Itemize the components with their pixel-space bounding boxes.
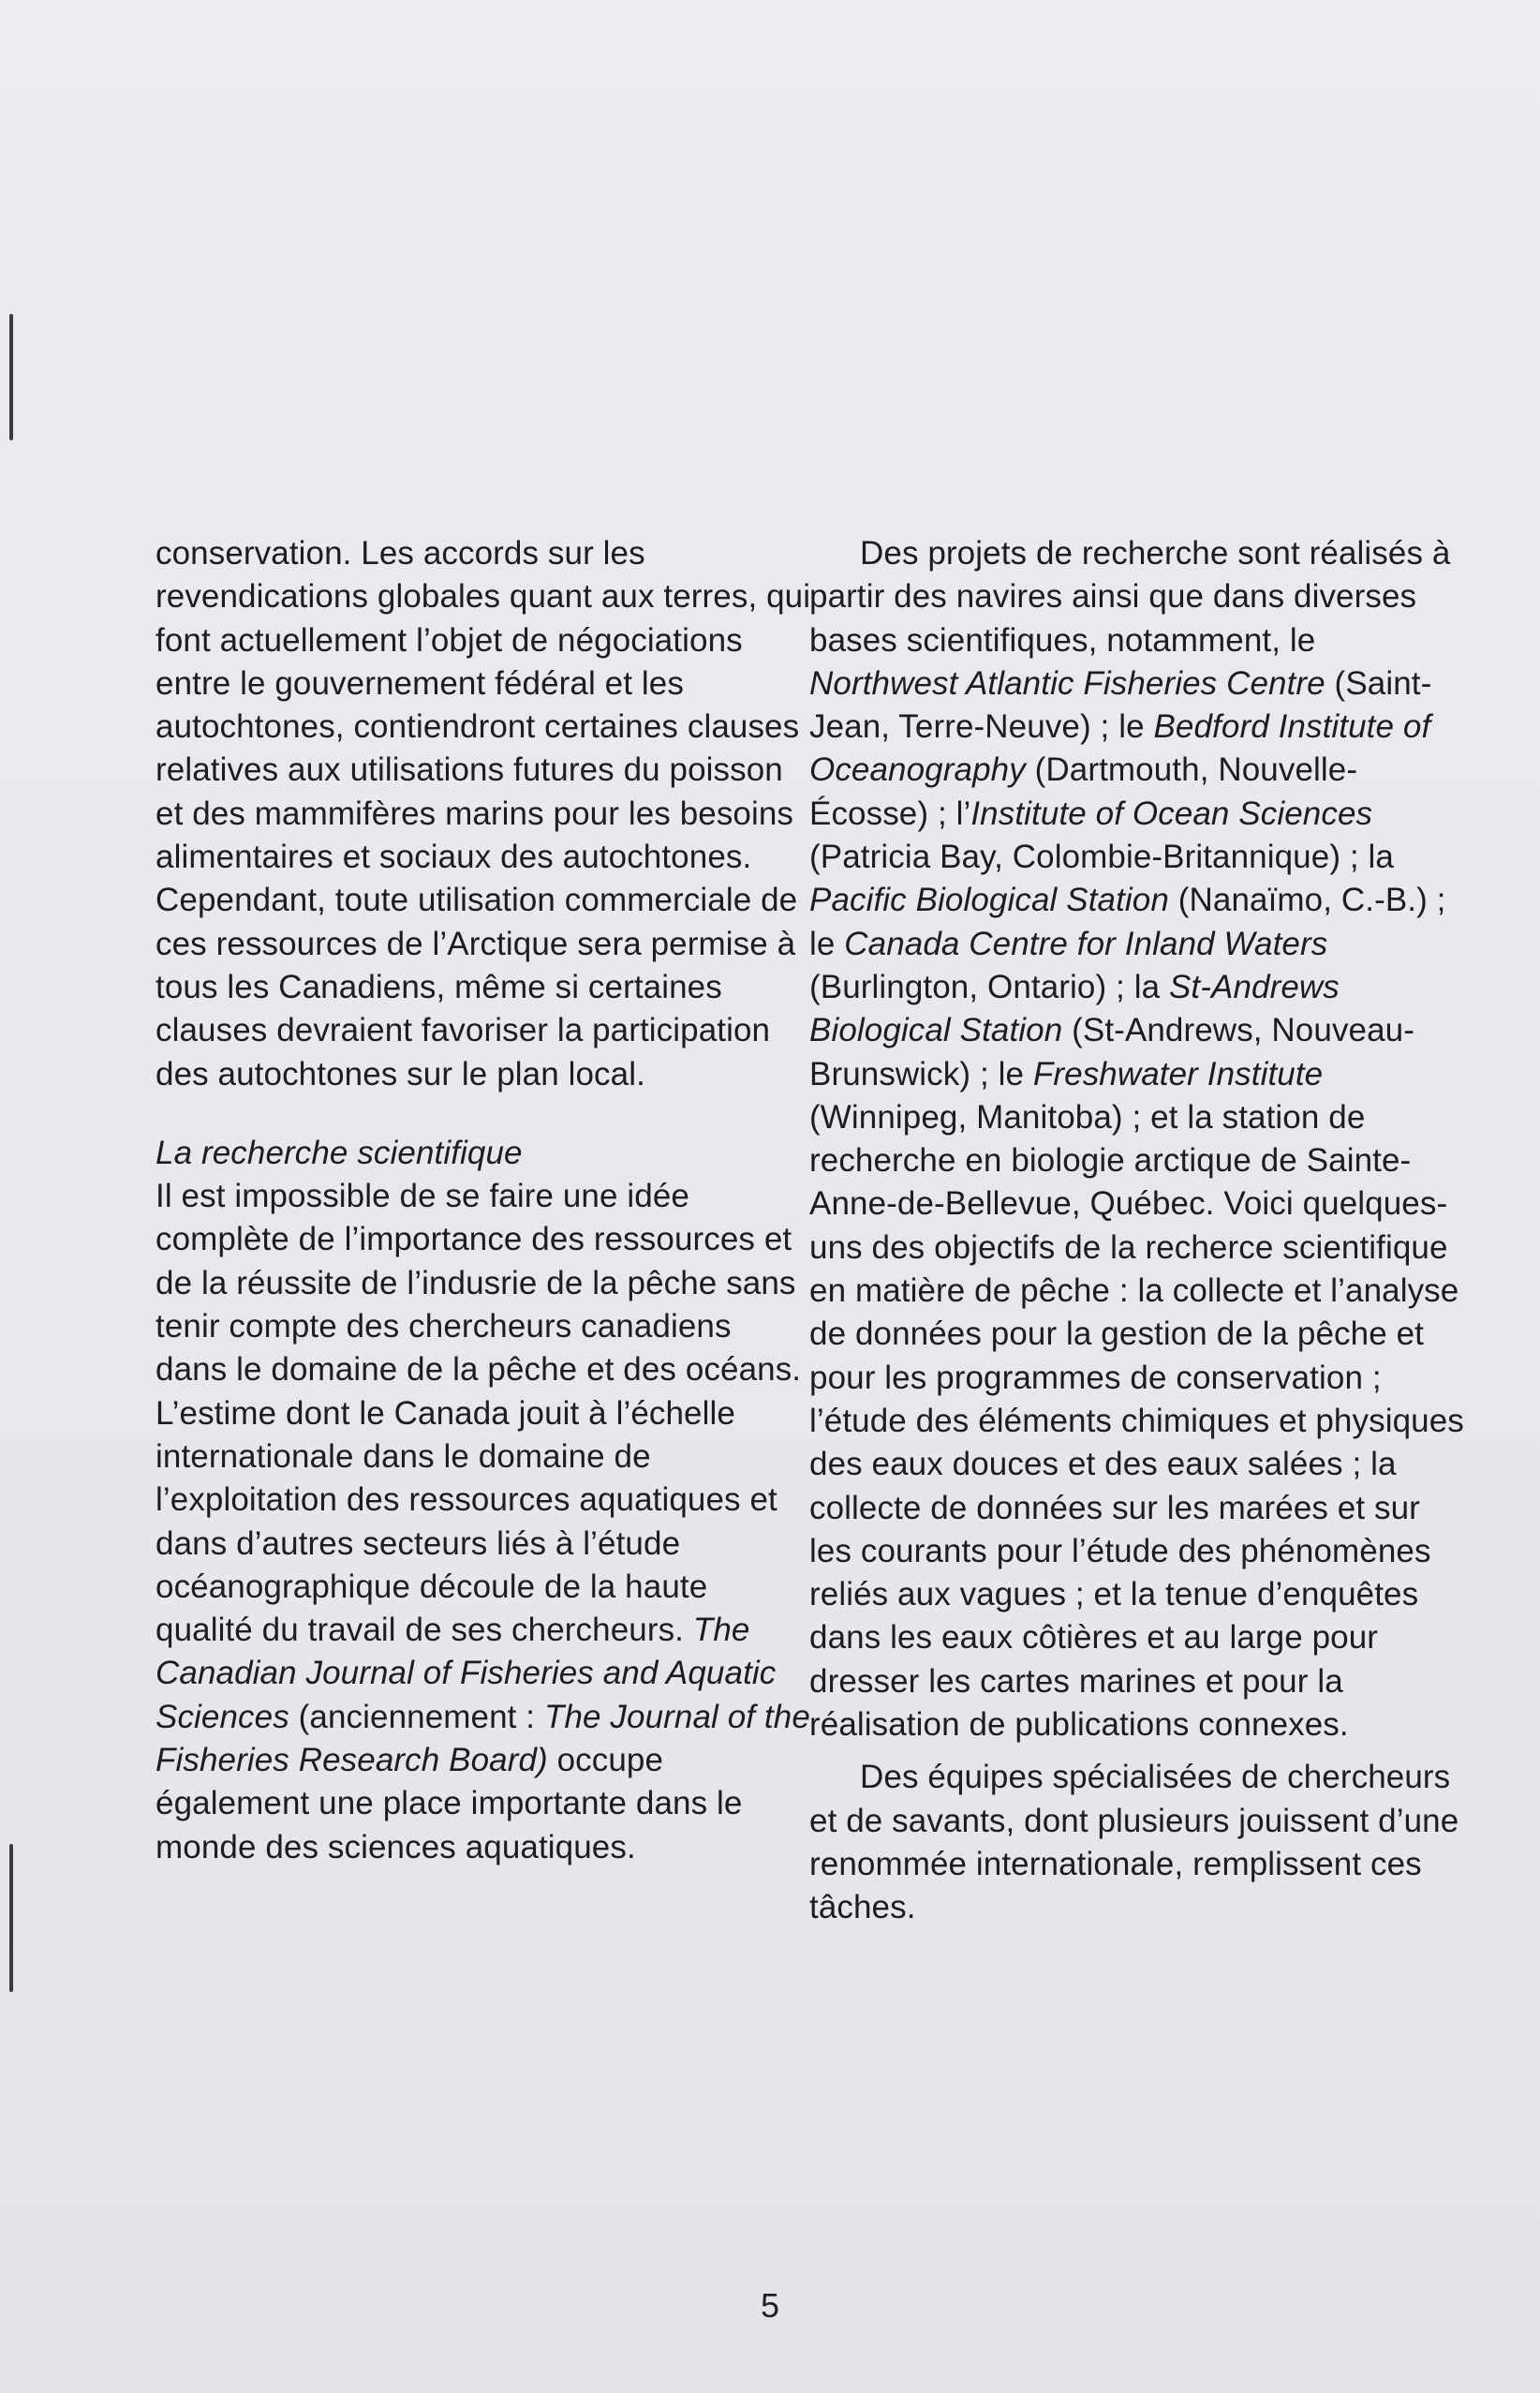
left-column: [155, 532, 811, 1869]
binding-staple-top: [9, 314, 13, 440]
section-heading: La recherche scientifique: [155, 1134, 523, 1171]
right-column: [809, 532, 1465, 1930]
right-paragraph-2: Des équipes spécialisées de chercheurs et de savants, dont plusieurs jouissent d’une renommée internationale, remplissent ces tâches.: [809, 1759, 1459, 1926]
page-number: 5: [760, 2286, 780, 2325]
left-paragraph-1: conservation. Les accords sur les revendications globales quant aux terres, qui font actuellement l’objet de négociations entre le gouvernement fédéral et les autochtones, contiendront certaines clauses relatives aux utilisations futures du poisson et des mammifères marins pour les besoins alimentaires et sociaux des autochtones. Cependant, toute utilisation commerciale de ces ressources de l’Arctique sera permise à tous les Canadiens, même si certaines clauses devraient favoriser la participation des autochtones sur le plan local.: [155, 535, 811, 1092]
left-paragraph-2: Il est impossible de se faire une idée complète de l’importance des ressources et de la réussite de l’indusrie de la pêche sans tenir compte des chercheurs canadiens dans le domaine de la pêche et des océans. L’estime dont le Canada jouit à l’échelle internationale dans le domaine de l’exploitation des ressources aquatiques et dans d’autres secteurs liés à l’étude océanographique découle de la haute qualité du travail de ses chercheurs. The Canadian Journal of Fisheries and Aquatic Sciences (anciennement : The Journal of the Fisheries Research Board) occupe également une place importante dans le monde des sciences aquatiques.: [155, 1178, 810, 1865]
binding-staple-bottom: [9, 1844, 13, 1992]
right-paragraph-1: Des projets de recherche sont réalisés à partir des navires ainsi que dans diverses bases scientifiques, notamment, le Northwest Atlantic Fisheries Centre (Saint-Jean, Terre-Neuve) ; le Bedford Institute of Oceanography (Dartmouth, Nouvelle-Écosse) ; l’Institute of Ocean Sciences (Patricia Bay, Colombie-Britannique) ; la Pacific Biological Station (Nanaïmo, C.-B.) ; le Canada Centre for Inland Waters (Burlington, Ontario) ; la St-Andrews Biological Station (St-Andrews, Nouveau-Brunswick) ; le Freshwater Institute (Winnipeg, Manitoba) ; et la station de recherche en biologie arctique de Sainte-Anne-de-Bellevue, Québec. Voici quelques-uns des objectifs de la recherce scientifique en matière de pêche : la collecte et l’analyse de données pour la gestion de la pêche et pour les programmes de conservation ; l’étude des éléments chimiques et physiques des eaux douces et des eaux salées ; la collecte de données sur les marées et sur les courants pour l’étude des phénomènes reliés aux vagues ; et la tenue d’enquêtes dans les eaux côtières et au large pour dresser les cartes marines et pour la réalisation de publications connexes.: [809, 535, 1464, 1744]
